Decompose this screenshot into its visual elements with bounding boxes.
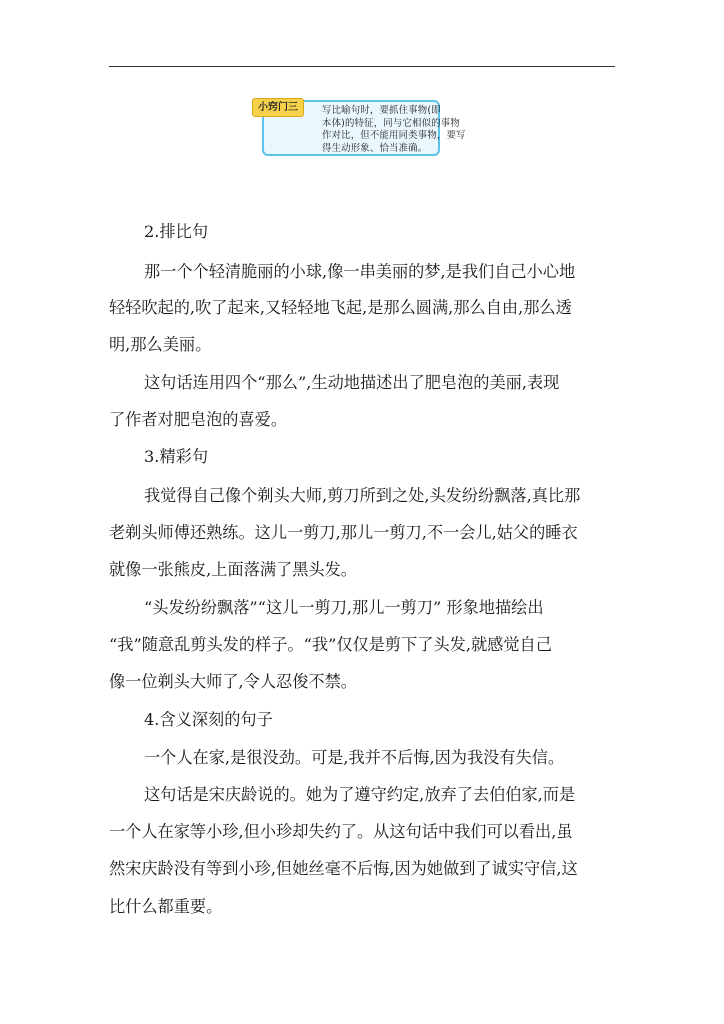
paragraph-line: “我”随意乱剪头发的样子。“我”仅仅是剪下了头发,就感觉自己 <box>109 635 552 654</box>
tip-line: 得生动形象、恰当准确。 <box>322 142 428 154</box>
section-heading: 4.含义深刻的句子 <box>144 710 273 729</box>
paragraph-line: 了作者对肥皂泡的喜爱。 <box>109 410 288 429</box>
tip-line: 写比喻句时，要抓住事物(即 <box>322 105 441 116</box>
section-heading: 3.精彩句 <box>144 447 209 466</box>
tip-callout <box>252 96 466 158</box>
paragraph-line: 像一位剃头大师了,令人忍俊不禁。 <box>109 672 357 691</box>
paragraph-line: 就像一张熊皮,上面落满了黑头发。 <box>109 560 357 579</box>
paragraph-line: 一个人在家等小珍,但小珍却失约了。从这句话中我们可以看出,虽 <box>109 822 573 841</box>
paragraph-line: 我觉得自己像个剃头大师,剪刀所到之处,头发纷纷飘落,真比那 <box>144 486 581 505</box>
paragraph-line: 这句话是宋庆龄说的。她为了遵守约定,放弃了去伯伯家,而是 <box>144 785 576 804</box>
paragraph-line: 这句话连用四个“那么”,生动地描述出了肥皂泡的美丽,表现 <box>144 373 560 392</box>
tip-line: 作对比，但不能用同类事物，要写 <box>322 130 466 141</box>
section-heading: 2.排比句 <box>144 222 209 241</box>
paragraph-line: 然宋庆龄没有等到小珍,但她丝毫不后悔,因为她做到了诚实守信,这 <box>109 859 578 878</box>
paragraph-line: 比什么都重要。 <box>109 897 223 916</box>
paragraph-line: 明,那么美丽。 <box>109 335 212 354</box>
header-rule <box>109 66 615 67</box>
paragraph-line: 轻轻吹起的,吹了起来,又轻轻地飞起,是那么圆满,那么自由,那么透 <box>109 298 572 317</box>
paragraph-line: 老剃头师傅还熟练。这儿一剪刀,那儿一剪刀,不一会儿,姑父的睡衣 <box>109 523 578 542</box>
paragraph-line: “头发纷纷飘落”“这儿一剪刀,那儿一剪刀” 形象地描绘出 <box>144 598 544 617</box>
paragraph-line: 那一个个轻清脆丽的小球,像一串美丽的梦,是我们自己小心地 <box>144 262 576 281</box>
tip-line: 本体)的特征，同与它相似的事物 <box>322 117 460 129</box>
tip-tag: 小窍门三 <box>252 98 304 117</box>
paragraph-line: 一个人在家,是很没劲。可是,我并不后悔,因为我没有失信。 <box>144 748 565 767</box>
